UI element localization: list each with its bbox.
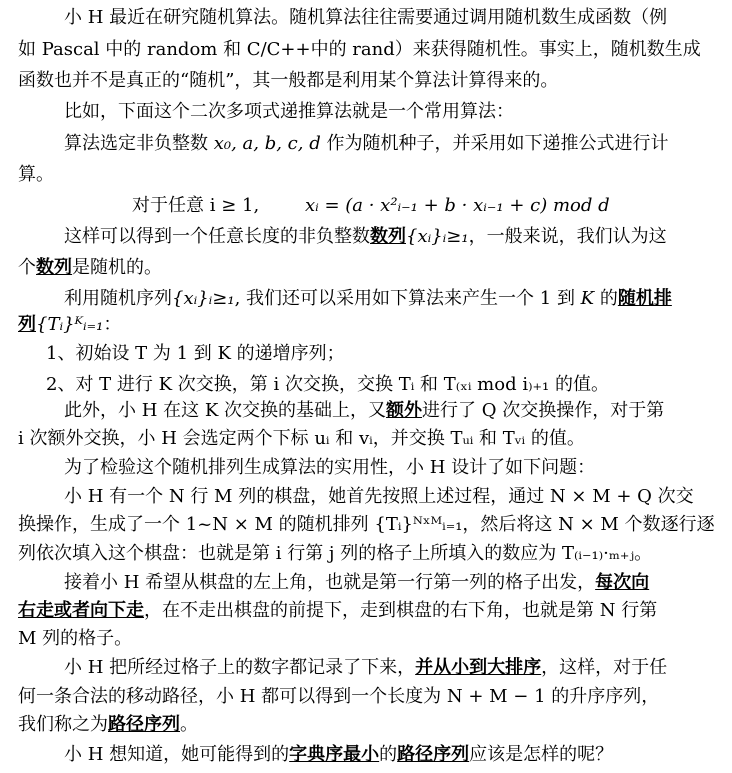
paragraph-record-line-1: 小 H 把所经过格子上的数字都记录了下来，并从小到大排序，这样，对于任 [64, 657, 668, 678]
paragraph-path-line-2: 右走或者向下走，在不走出棋盘的前提下，走到棋盘的右下角，也就是第 N 行第 [18, 600, 658, 621]
paragraph-seed-line-1: 算法选定非负整数 x₀, a, b, c, d 作为随机种子，并采用如下递推公式进行计 [64, 133, 669, 154]
paragraph-sequence-line-2: 个数列是随机的。 [18, 257, 162, 278]
paragraph-problem-intro: 为了检验这个随机排列生成算法的实用性，小 H 设计了如下问题： [64, 457, 596, 478]
recurrence-formula [132, 193, 732, 219]
keyword-lexicographically-smallest: 字典序最小 [289, 744, 380, 765]
keyword-random-permutation: 随机排 [617, 288, 672, 309]
paragraph-intro-line-3: 函数也并不是真正的“随机”，其一般都是利用某个算法计算得来的。 [18, 70, 559, 91]
paragraph-extra-swaps-line-1: 此外，小 H 在这 K 次交换的基础上，又额外进行了 Q 次交换操作，对于第 [64, 400, 665, 421]
keyword-path-sequence: 路径序列 [108, 714, 180, 735]
paragraph-question: 小 H 想知道，她可能得到的字典序最小的路径序列应该是怎样的呢？ [64, 744, 614, 765]
paragraph-example: 比如，下面这个二次多项式递推算法就是一个常用算法： [64, 101, 514, 122]
formula-expression: xᵢ = (a · x²ᵢ₋₁ + b · xᵢ₋₁ + c) mod d [304, 195, 610, 216]
paragraph-intro-line-1: 小 H 最近在研究随机算法。随机算法往往需要通过调用随机数生成函数（例 [64, 7, 668, 28]
paragraph-permutation-line-2: 列{Tᵢ}ᴷᵢ₌₁： [18, 314, 122, 335]
paragraph-record-line-2: 何一条合法的移动路径，小 H 都可以得到一个长度为 N + M − 1 的升序序列， [18, 686, 660, 707]
algorithm-step-2: 2、对 T 进行 K 次交换，第 i 次交换，交换 Tᵢ 和 T₍ₓᵢ mod i₎₊₁ 的值。 [46, 374, 609, 395]
keyword-sequence: 数列 [370, 226, 406, 247]
paragraph-board-line-1: 小 H 有一个 N 行 M 列的棋盘，她首先按照上述过程，通过 N × M + Q 次交 [64, 486, 694, 507]
keyword-extra: 额外 [386, 400, 423, 421]
seed-variables: x₀, a, b, c, d [213, 133, 321, 154]
paragraph-board-line-2: 换操作，生成了一个 1~N × M 的随机排列 {Tᵢ}ᴺˣᴹᵢ₌₁，然后将这 N × M 个数逐行逐 [18, 514, 715, 535]
keyword-move-rule-end: 右走或者向下走 [18, 600, 144, 621]
formula-condition: 对于任意 i ≥ 1, [132, 195, 260, 216]
keyword-move-rule: 每次向 [595, 572, 650, 593]
keyword-sort-ascending: 并从小到大排序 [415, 657, 542, 678]
paragraph-seed-line-2: 算。 [18, 164, 54, 185]
paragraph-extra-swaps-line-2: i 次额外交换，小 H 会选定两个下标 uᵢ 和 vᵢ，并交换 Tᵤᵢ 和 Tᵥᵢ 的值。 [18, 428, 585, 449]
keyword-path-sequence: 路径序列 [397, 744, 470, 765]
paragraph-record-line-3: 我们称之为路径序列。 [18, 714, 198, 735]
algorithm-step-1: 1、初始设 T 为 1 到 K 的递增序列； [46, 343, 345, 364]
paragraph-intro-line-2: 如 Pascal 中的 random 和 C/C++中的 rand）来获得随机性。事实上，随机数生成 [18, 39, 701, 60]
paragraph-path-line-3: M 列的格子。 [18, 628, 133, 649]
paragraph-path-line-1: 接着小 H 希望从棋盘的左上角，也就是第一行第一列的格子出发，每次向 [64, 572, 650, 593]
keyword-sequence: 数列 [36, 257, 72, 278]
keyword-random-permutation-end: 列 [18, 314, 36, 335]
paragraph-board-line-3: 列依次填入这个棋盘：也就是第 i 行第 j 列的格子上所填入的数应为 T₍ᵢ₋₁₎·ₘ₊ⱼ。 [18, 543, 653, 564]
paragraph-permutation-line-1: 利用随机序列{xᵢ}ᵢ≥₁, 我们还可以采用如下算法来产生一个 1 到 K 的随机排 [64, 288, 672, 309]
paragraph-sequence-line-1: 这样可以得到一个任意长度的非负整数数列{xᵢ}ᵢ≥₁，一般来说，我们认为这 [64, 226, 667, 247]
